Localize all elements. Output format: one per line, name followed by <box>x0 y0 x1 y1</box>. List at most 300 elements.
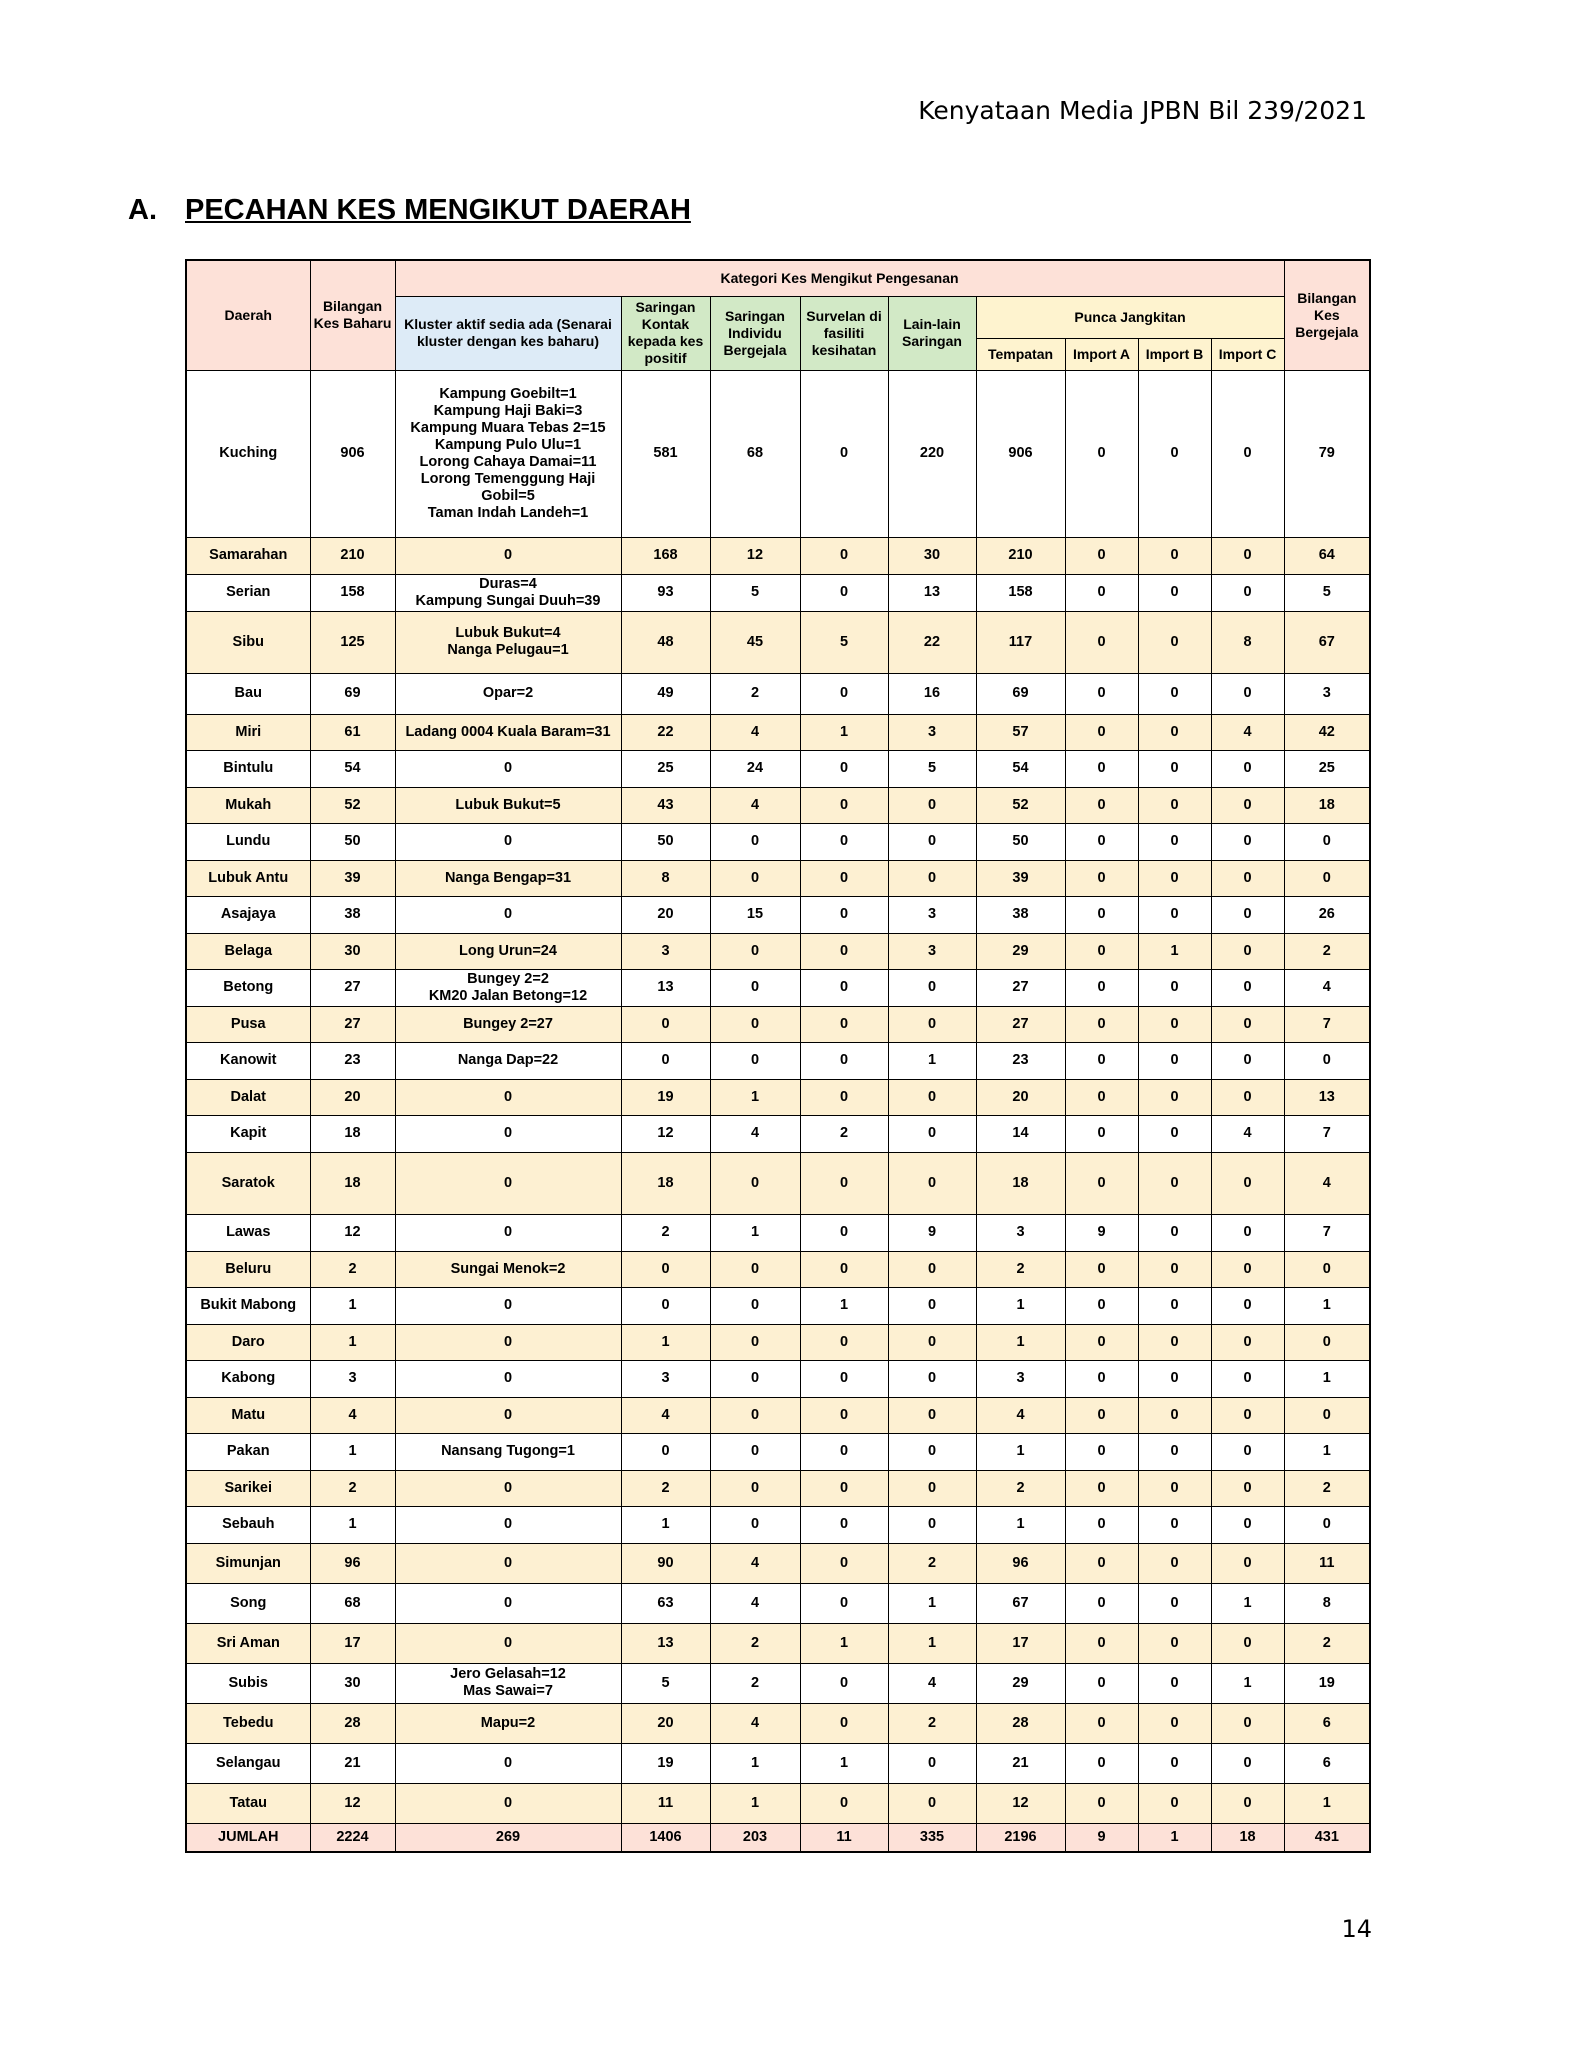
cell-individu: 0 <box>710 823 800 860</box>
cell-kluster <box>395 1743 621 1783</box>
cell-bergejala: 0 <box>1284 1042 1370 1079</box>
cell-kluster <box>395 1287 621 1324</box>
total-daerah: JUMLAH <box>186 1823 310 1852</box>
cell-daerah: Pusa <box>186 1006 310 1042</box>
cell-bergejala: 1 <box>1284 1783 1370 1823</box>
cell-tempatan: 117 <box>976 611 1065 673</box>
cell-kluster <box>395 574 621 611</box>
cell-lain: 0 <box>888 1079 976 1115</box>
cell-survelan: 0 <box>800 860 888 896</box>
cell-survelan: 0 <box>800 969 888 1006</box>
cell-kluster <box>395 1783 621 1823</box>
cell-baharu: 52 <box>310 787 395 823</box>
cell-kontak: 93 <box>621 574 710 611</box>
table-row <box>186 1079 1370 1115</box>
kluster-line: 0 <box>503 1333 513 1350</box>
cell-daerah: Serian <box>186 574 310 611</box>
cell-tempatan: 18 <box>976 1152 1065 1214</box>
kluster-line: Opar=2 <box>482 685 534 701</box>
cell-individu: 0 <box>710 1251 800 1287</box>
cell-bergejala: 7 <box>1284 1006 1370 1042</box>
cell-import-b: 0 <box>1138 1397 1211 1433</box>
cell-kluster <box>395 1360 621 1397</box>
cell-import-c: 0 <box>1211 1251 1284 1287</box>
cell-bergejala: 11 <box>1284 1543 1370 1583</box>
header-bilangan-bergejala: Bilangan Kes Bergejala <box>1284 260 1370 370</box>
cell-import-c: 0 <box>1211 1079 1284 1115</box>
header-import-c: Import C <box>1211 338 1284 370</box>
cell-baharu: 69 <box>310 673 395 714</box>
cell-import-a: 0 <box>1065 537 1138 574</box>
cell-survelan: 0 <box>800 1703 888 1743</box>
cell-import-c: 0 <box>1211 787 1284 823</box>
cell-lain: 0 <box>888 823 976 860</box>
cell-bergejala: 0 <box>1284 1397 1370 1433</box>
cell-kluster <box>395 714 621 750</box>
cell-lain: 22 <box>888 611 976 673</box>
cell-tempatan: 3 <box>976 1214 1065 1251</box>
cell-lain: 3 <box>888 714 976 750</box>
cell-kontak: 0 <box>621 1042 710 1079</box>
cell-daerah: Bau <box>186 673 310 714</box>
cell-import-a: 0 <box>1065 1663 1138 1703</box>
kluster-line: Nanga Pelugau=1 <box>447 642 569 658</box>
cell-kluster <box>395 1583 621 1623</box>
cell-kluster <box>395 969 621 1006</box>
cell-daerah: Miri <box>186 714 310 750</box>
cell-lain: 0 <box>888 1360 976 1397</box>
cell-kluster <box>395 1623 621 1663</box>
cell-survelan: 0 <box>800 673 888 714</box>
cell-bergejala: 7 <box>1284 1115 1370 1152</box>
cell-daerah: Tebedu <box>186 1703 310 1743</box>
cell-import-a: 0 <box>1065 1079 1138 1115</box>
cell-import-c: 0 <box>1211 1360 1284 1397</box>
cell-import-a: 0 <box>1065 750 1138 787</box>
cell-kontak: 18 <box>621 1152 710 1214</box>
table-row <box>186 823 1370 860</box>
cell-kontak: 63 <box>621 1583 710 1623</box>
cell-tempatan: 23 <box>976 1042 1065 1079</box>
kluster-line: 0 <box>503 1594 513 1611</box>
cell-individu: 0 <box>710 1397 800 1433</box>
cell-import-c: 0 <box>1211 1506 1284 1543</box>
cell-individu: 24 <box>710 750 800 787</box>
header-punca-jangkitan: Punca Jangkitan <box>976 296 1284 338</box>
total-tempatan: 2196 <box>976 1823 1065 1852</box>
cell-import-a: 0 <box>1065 1543 1138 1583</box>
kluster-line: 0 <box>503 1634 513 1651</box>
cell-tempatan: 54 <box>976 750 1065 787</box>
cell-import-a: 0 <box>1065 1397 1138 1433</box>
cell-baharu: 61 <box>310 714 395 750</box>
cell-import-b: 0 <box>1138 1079 1211 1115</box>
cell-kontak: 0 <box>621 1433 710 1470</box>
cell-survelan: 0 <box>800 1543 888 1583</box>
cell-lain: 220 <box>888 370 976 537</box>
cell-lain: 3 <box>888 896 976 933</box>
cell-kontak: 19 <box>621 1743 710 1783</box>
kluster-line: 0 <box>503 1516 513 1532</box>
cell-bergejala: 2 <box>1284 933 1370 969</box>
cell-baharu: 17 <box>310 1623 395 1663</box>
cell-kontak: 581 <box>621 370 710 537</box>
cell-tempatan: 57 <box>976 714 1065 750</box>
table-row <box>186 1783 1370 1823</box>
cell-import-a: 0 <box>1065 969 1138 1006</box>
kluster-line: Mas Sawai=7 <box>463 1683 553 1699</box>
cell-import-c: 0 <box>1211 1287 1284 1324</box>
cell-survelan: 0 <box>800 896 888 933</box>
cell-import-b: 0 <box>1138 750 1211 787</box>
cell-tempatan: 1 <box>976 1287 1065 1324</box>
cell-survelan: 5 <box>800 611 888 673</box>
cell-import-a: 0 <box>1065 860 1138 896</box>
cell-individu: 1 <box>710 1783 800 1823</box>
cell-individu: 0 <box>710 860 800 896</box>
cell-kluster <box>395 1251 621 1287</box>
kluster-line: Nanga Bengap=31 <box>444 869 572 886</box>
cell-kontak: 0 <box>621 1006 710 1042</box>
cell-daerah: Simunjan <box>186 1543 310 1583</box>
cell-individu: 12 <box>710 537 800 574</box>
cell-individu: 1 <box>710 1743 800 1783</box>
cell-bergejala: 0 <box>1284 823 1370 860</box>
cell-bergejala: 25 <box>1284 750 1370 787</box>
cell-survelan: 0 <box>800 787 888 823</box>
cell-bergejala: 1 <box>1284 1433 1370 1470</box>
cell-kluster <box>395 750 621 787</box>
cell-import-c: 0 <box>1211 969 1284 1006</box>
cell-kontak: 12 <box>621 1115 710 1152</box>
section-title: PECAHAN KES MENGIKUT DAERAH <box>185 194 691 226</box>
cell-lain: 0 <box>888 860 976 896</box>
cell-daerah: Lawas <box>186 1214 310 1251</box>
cell-baharu: 21 <box>310 1743 395 1783</box>
cell-baharu: 23 <box>310 1042 395 1079</box>
cell-kontak: 19 <box>621 1079 710 1115</box>
cell-kontak: 0 <box>621 1287 710 1324</box>
cell-bergejala: 0 <box>1284 860 1370 896</box>
kluster-line: Kampung Muara Tebas 2=15 <box>410 419 606 436</box>
cell-import-b: 0 <box>1138 673 1211 714</box>
table-row <box>186 1006 1370 1042</box>
cell-lain: 0 <box>888 1152 976 1214</box>
cell-import-b: 0 <box>1138 1506 1211 1543</box>
cell-kontak: 43 <box>621 787 710 823</box>
cell-import-b: 0 <box>1138 574 1211 611</box>
kluster-line: Sungai Menok=2 <box>450 1260 566 1277</box>
cell-daerah: Sri Aman <box>186 1623 310 1663</box>
cell-individu: 0 <box>710 1152 800 1214</box>
cell-survelan: 0 <box>800 1152 888 1214</box>
section-letter: A. <box>128 194 157 226</box>
kluster-line: 0 <box>503 833 513 849</box>
kluster-line: 0 <box>503 760 513 776</box>
cell-import-b: 0 <box>1138 1663 1211 1703</box>
kluster-line: Ladang 0004 Kuala Baram=31 <box>405 723 611 740</box>
header-survelan: Survelan di fasiliti kesihatan <box>800 296 888 370</box>
cell-lain: 4 <box>888 1663 976 1703</box>
cell-lain: 9 <box>888 1214 976 1251</box>
cell-import-b: 0 <box>1138 1543 1211 1583</box>
cell-lain: 0 <box>888 1251 976 1287</box>
kluster-line: Lubuk Bukut=5 <box>455 796 561 813</box>
cell-individu: 4 <box>710 1115 800 1152</box>
cell-kontak: 90 <box>621 1543 710 1583</box>
cell-kluster <box>395 1324 621 1360</box>
cell-import-b: 0 <box>1138 1251 1211 1287</box>
cell-individu: 2 <box>710 1623 800 1663</box>
cell-survelan: 0 <box>800 1783 888 1823</box>
kluster-line: Kampung Sungai Duuh=39 <box>415 592 601 609</box>
table-row <box>186 611 1370 673</box>
cell-kluster <box>395 1703 621 1743</box>
cell-import-b: 0 <box>1138 1583 1211 1623</box>
cell-lain: 2 <box>888 1543 976 1583</box>
cell-kluster <box>395 611 621 673</box>
cell-import-b: 0 <box>1138 787 1211 823</box>
cell-kluster <box>395 1042 621 1079</box>
cell-survelan: 0 <box>800 823 888 860</box>
cell-individu: 5 <box>710 574 800 611</box>
cell-kontak: 50 <box>621 823 710 860</box>
cell-bergejala: 4 <box>1284 969 1370 1006</box>
cell-import-a: 0 <box>1065 1152 1138 1214</box>
cell-lain: 0 <box>888 1506 976 1543</box>
cell-individu: 0 <box>710 1470 800 1506</box>
cell-daerah: Matu <box>186 1397 310 1433</box>
cell-baharu: 30 <box>310 1663 395 1703</box>
cell-bergejala: 18 <box>1284 787 1370 823</box>
cell-import-a: 9 <box>1065 1214 1138 1251</box>
header-kategori: Kategori Kes Mengikut Pengesanan <box>395 260 1284 296</box>
cell-import-b: 0 <box>1138 1470 1211 1506</box>
cell-individu: 1 <box>710 1079 800 1115</box>
cell-import-c: 4 <box>1211 1115 1284 1152</box>
cell-baharu: 125 <box>310 611 395 673</box>
cell-import-a: 0 <box>1065 1115 1138 1152</box>
total-import-a: 9 <box>1065 1823 1138 1852</box>
kluster-line: Bungey 2=27 <box>463 1015 553 1032</box>
cell-import-a: 0 <box>1065 1433 1138 1470</box>
cell-import-c: 0 <box>1211 1623 1284 1663</box>
cell-kontak: 1 <box>621 1324 710 1360</box>
header-import-b: Import B <box>1138 338 1211 370</box>
cell-survelan: 0 <box>800 1583 888 1623</box>
cell-bergejala: 2 <box>1284 1623 1370 1663</box>
cell-import-c: 8 <box>1211 611 1284 673</box>
cell-kontak: 3 <box>621 1360 710 1397</box>
cell-survelan: 0 <box>800 933 888 969</box>
header-lain-lain: Lain-lain Saringan <box>888 296 976 370</box>
cell-kluster <box>395 1214 621 1251</box>
kluster-line: Long Urun=24 <box>459 942 557 959</box>
cell-baharu: 27 <box>310 969 395 1006</box>
cell-import-a: 0 <box>1065 896 1138 933</box>
cell-import-c: 0 <box>1211 750 1284 787</box>
kluster-line: Lubuk Bukut=4 <box>455 625 561 641</box>
cell-tempatan: 21 <box>976 1743 1065 1783</box>
header-import-a: Import A <box>1065 338 1138 370</box>
cell-daerah: Belaga <box>186 933 310 969</box>
cell-lain: 0 <box>888 787 976 823</box>
cell-tempatan: 210 <box>976 537 1065 574</box>
kluster-line: Bungey 2=2 <box>467 970 549 987</box>
cell-lain: 1 <box>888 1583 976 1623</box>
cell-import-b: 0 <box>1138 1287 1211 1324</box>
cell-baharu: 2 <box>310 1470 395 1506</box>
cell-daerah: Bintulu <box>186 750 310 787</box>
cell-individu: 2 <box>710 673 800 714</box>
cell-survelan: 0 <box>800 1251 888 1287</box>
cell-kontak: 168 <box>621 537 710 574</box>
table-row <box>186 1397 1370 1433</box>
cell-bergejala: 7 <box>1284 1214 1370 1251</box>
cell-daerah: Saratok <box>186 1152 310 1214</box>
cell-bergejala: 2 <box>1284 1470 1370 1506</box>
cell-import-c: 0 <box>1211 860 1284 896</box>
total-import-c: 18 <box>1211 1823 1284 1852</box>
cell-baharu: 1 <box>310 1324 395 1360</box>
cell-daerah: Lundu <box>186 823 310 860</box>
cell-kontak: 49 <box>621 673 710 714</box>
kluster-line: Taman Indah Landeh=1 <box>427 504 589 521</box>
cell-kluster <box>395 933 621 969</box>
cell-daerah: Asajaya <box>186 896 310 933</box>
cell-daerah: Kuching <box>186 370 310 537</box>
cell-import-b: 0 <box>1138 1783 1211 1823</box>
cell-kluster <box>395 1152 621 1214</box>
cell-import-b: 0 <box>1138 823 1211 860</box>
cell-import-c: 0 <box>1211 933 1284 969</box>
cell-import-b: 0 <box>1138 1433 1211 1470</box>
cell-survelan: 1 <box>800 1287 888 1324</box>
cell-bergejala: 8 <box>1284 1583 1370 1623</box>
cell-import-a: 0 <box>1065 1042 1138 1079</box>
cell-import-a: 0 <box>1065 1743 1138 1783</box>
cell-import-c: 0 <box>1211 896 1284 933</box>
cell-import-c: 0 <box>1211 1783 1284 1823</box>
cell-individu: 0 <box>710 1324 800 1360</box>
cell-import-a: 0 <box>1065 1287 1138 1324</box>
total-baharu: 2224 <box>310 1823 395 1852</box>
cell-bergejala: 1 <box>1284 1360 1370 1397</box>
table-row <box>186 1543 1370 1583</box>
cell-baharu: 12 <box>310 1214 395 1251</box>
cell-import-c: 0 <box>1211 574 1284 611</box>
cell-tempatan: 67 <box>976 1583 1065 1623</box>
cell-survelan: 0 <box>800 537 888 574</box>
cell-bergejala: 6 <box>1284 1703 1370 1743</box>
cell-import-c: 0 <box>1211 1703 1284 1743</box>
kluster-line: Lorong Cahaya Damai=11 <box>419 453 597 470</box>
cell-baharu: 38 <box>310 896 395 933</box>
cell-tempatan: 3 <box>976 1360 1065 1397</box>
cell-kontak: 1 <box>621 1506 710 1543</box>
cell-kluster <box>395 370 621 537</box>
header-tempatan: Tempatan <box>976 338 1065 370</box>
cell-individu: 0 <box>710 1360 800 1397</box>
table-row <box>186 750 1370 787</box>
header-saringan-kontak: Saringan Kontak kepada kes positif <box>621 296 710 370</box>
cell-daerah: Subis <box>186 1663 310 1703</box>
cell-kontak: 25 <box>621 750 710 787</box>
cell-tempatan: 28 <box>976 1703 1065 1743</box>
total-bergejala: 431 <box>1284 1823 1370 1852</box>
cell-bergejala: 1 <box>1284 1287 1370 1324</box>
cell-import-a: 0 <box>1065 823 1138 860</box>
cell-daerah: Samarahan <box>186 537 310 574</box>
cell-survelan: 1 <box>800 714 888 750</box>
cell-kontak: 20 <box>621 1703 710 1743</box>
table-row <box>186 714 1370 750</box>
cell-tempatan: 1 <box>976 1506 1065 1543</box>
cell-tempatan: 17 <box>976 1623 1065 1663</box>
kluster-line: 0 <box>503 1088 513 1105</box>
table-row <box>186 1663 1370 1703</box>
cell-baharu: 27 <box>310 1006 395 1042</box>
cell-kontak: 2 <box>621 1470 710 1506</box>
cell-import-c: 0 <box>1211 1543 1284 1583</box>
cell-lain: 0 <box>888 969 976 1006</box>
table-row <box>186 537 1370 574</box>
table-row <box>186 1251 1370 1287</box>
cell-lain: 16 <box>888 673 976 714</box>
cell-bergejala: 0 <box>1284 1506 1370 1543</box>
kluster-line: 0 <box>503 1479 513 1496</box>
cell-survelan: 0 <box>800 1042 888 1079</box>
table-row <box>186 787 1370 823</box>
cell-import-a: 0 <box>1065 787 1138 823</box>
table-row <box>186 1214 1370 1251</box>
cell-bergejala: 0 <box>1284 1324 1370 1360</box>
cell-import-c: 4 <box>1211 714 1284 750</box>
cell-kontak: 3 <box>621 933 710 969</box>
cell-bergejala: 13 <box>1284 1079 1370 1115</box>
cell-tempatan: 2 <box>976 1251 1065 1287</box>
kluster-line: Nansang Tugong=1 <box>441 1443 575 1459</box>
kluster-line: Kampung Pulo Ulu=1 <box>434 436 582 453</box>
cell-individu: 0 <box>710 1006 800 1042</box>
total-kontak: 1406 <box>621 1823 710 1852</box>
cell-survelan: 0 <box>800 1433 888 1470</box>
cell-tempatan: 4 <box>976 1397 1065 1433</box>
table-row <box>186 1115 1370 1152</box>
cell-kluster <box>395 1470 621 1506</box>
cell-kontak: 48 <box>621 611 710 673</box>
cell-import-b: 0 <box>1138 611 1211 673</box>
cell-import-a: 0 <box>1065 1623 1138 1663</box>
table-row <box>186 574 1370 611</box>
cell-baharu: 3 <box>310 1360 395 1397</box>
cell-import-c: 0 <box>1211 370 1284 537</box>
kluster-line: 0 <box>503 1125 513 1141</box>
cell-import-b: 0 <box>1138 860 1211 896</box>
cell-tempatan: 906 <box>976 370 1065 537</box>
cell-tempatan: 27 <box>976 1006 1065 1042</box>
cell-individu: 0 <box>710 933 800 969</box>
cell-kluster <box>395 823 621 860</box>
cell-tempatan: 69 <box>976 673 1065 714</box>
cell-individu: 4 <box>710 714 800 750</box>
cell-baharu: 1 <box>310 1433 395 1470</box>
cell-import-a: 0 <box>1065 1470 1138 1506</box>
cell-import-b: 0 <box>1138 1152 1211 1214</box>
table-row <box>186 1703 1370 1743</box>
kluster-line: 0 <box>503 1297 513 1313</box>
cell-import-b: 0 <box>1138 969 1211 1006</box>
